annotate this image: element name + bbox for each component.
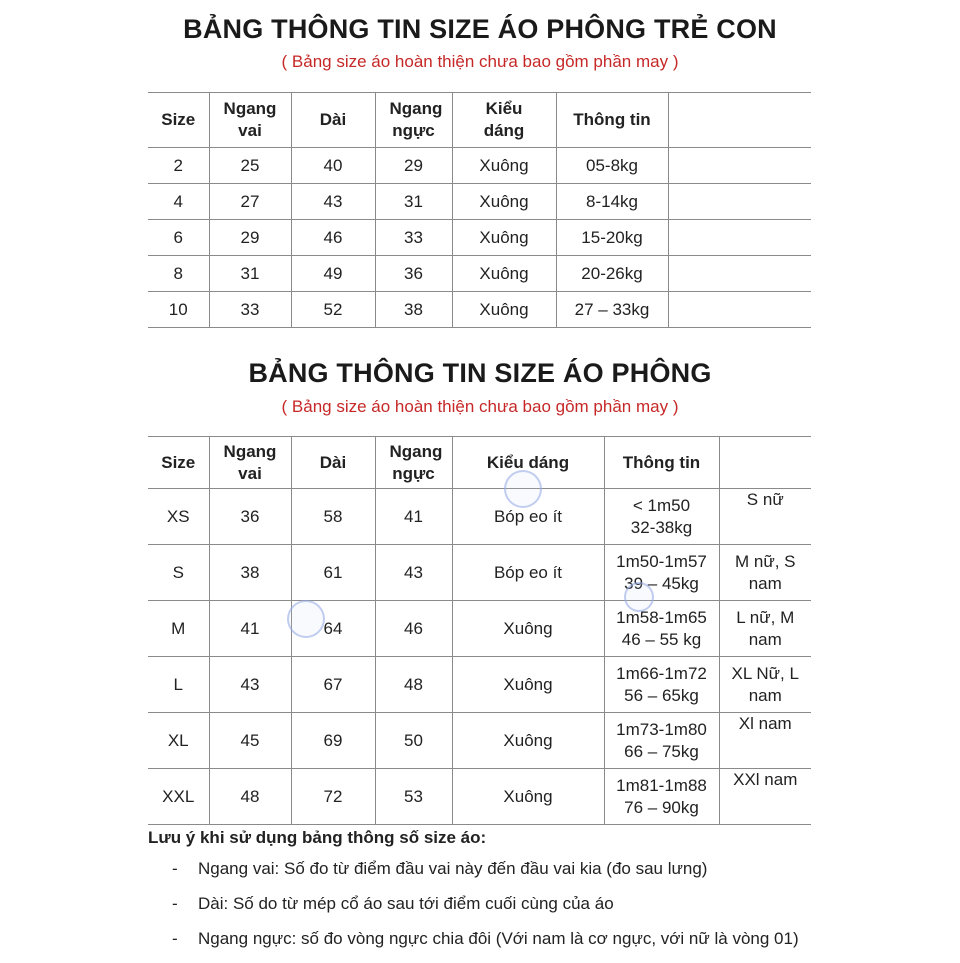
cell-style: Bóp eo ít bbox=[452, 489, 604, 545]
cell-style: Xuông bbox=[452, 148, 556, 184]
notes-title: Lưu ý khi sử dụng bảng thông số size áo: bbox=[148, 828, 487, 847]
cell-length: 72 bbox=[291, 769, 375, 825]
cell-size: 6 bbox=[148, 220, 209, 256]
cell-chest: 43 bbox=[375, 545, 452, 601]
cell-extra bbox=[668, 184, 811, 220]
cell-shoulder: 27 bbox=[209, 184, 291, 220]
cell-size: M bbox=[148, 601, 209, 657]
cell-length: 69 bbox=[291, 713, 375, 769]
cell-chest: 46 bbox=[375, 601, 452, 657]
cell-size: XL bbox=[148, 713, 209, 769]
cell-shoulder: 36 bbox=[209, 489, 291, 545]
cell-chest: 53 bbox=[375, 769, 452, 825]
cell-extra bbox=[668, 256, 811, 292]
cell-style: Xuông bbox=[452, 657, 604, 713]
cell-chest: 29 bbox=[375, 148, 452, 184]
cell-chest: 38 bbox=[375, 292, 452, 328]
header-info: Thông tin bbox=[556, 93, 668, 148]
table-row bbox=[148, 657, 811, 713]
note-item bbox=[148, 893, 928, 928]
table-row bbox=[148, 148, 811, 184]
note-text: Ngang ngực: số đo vòng ngực chia đôi (Với nam là cơ ngực, với nữ là vòng 01) bbox=[198, 929, 799, 948]
cell-info: 15-20kg bbox=[556, 220, 668, 256]
cell-chest: 31 bbox=[375, 184, 452, 220]
cell-shoulder: 43 bbox=[209, 657, 291, 713]
cell-shoulder: 48 bbox=[209, 769, 291, 825]
cell-size: 2 bbox=[148, 148, 209, 184]
cell-equivalent: S nữ bbox=[719, 489, 811, 545]
cell-style: Xuông bbox=[452, 601, 604, 657]
table-row bbox=[148, 601, 811, 657]
note-item bbox=[148, 858, 928, 893]
table-row bbox=[148, 184, 811, 220]
header-shoulder-width: Ngang vai bbox=[209, 437, 291, 489]
cell-style: Xuông bbox=[452, 184, 556, 220]
kids-table-subtitle: ( Bảng size áo hoàn thiện chưa bao gồm phần may ) bbox=[281, 52, 679, 71]
header-chest-width: Ngang ngực bbox=[375, 437, 452, 489]
cell-length: 61 bbox=[291, 545, 375, 601]
cell-style: Xuông bbox=[452, 256, 556, 292]
table-row bbox=[148, 713, 811, 769]
table-row bbox=[148, 256, 811, 292]
table-row bbox=[148, 220, 811, 256]
cell-length: 40 bbox=[291, 148, 375, 184]
touch-indicator bbox=[287, 600, 325, 638]
cell-chest: 33 bbox=[375, 220, 452, 256]
bullet-dash: - bbox=[172, 894, 178, 913]
cell-size: S bbox=[148, 545, 209, 601]
bullet-dash: - bbox=[172, 859, 178, 878]
kids-table-title: BẢNG THÔNG TIN SIZE ÁO PHÔNG TRẺ CON bbox=[183, 14, 777, 44]
note-item bbox=[148, 928, 928, 963]
cell-shoulder: 25 bbox=[209, 148, 291, 184]
header-shoulder-width: Ngang vai bbox=[209, 93, 291, 148]
cell-shoulder: 41 bbox=[209, 601, 291, 657]
header-chest-width: Ngang ngực bbox=[375, 93, 452, 148]
table-row bbox=[148, 769, 811, 825]
cell-info: 1m81-1m88 76 – 90kg bbox=[604, 769, 719, 825]
header-style: Kiểu dáng bbox=[452, 93, 556, 148]
cell-length: 58 bbox=[291, 489, 375, 545]
header-length: Dài bbox=[291, 437, 375, 489]
table-row bbox=[148, 292, 811, 328]
header-size: Size bbox=[148, 437, 209, 489]
table-row bbox=[148, 545, 811, 601]
cell-shoulder: 29 bbox=[209, 220, 291, 256]
adult-table-header-row bbox=[148, 437, 811, 489]
cell-length: 49 bbox=[291, 256, 375, 292]
cell-info: 27 – 33kg bbox=[556, 292, 668, 328]
cell-size: XS bbox=[148, 489, 209, 545]
kids-size-table bbox=[148, 92, 811, 328]
adult-table-title: BẢNG THÔNG TIN SIZE ÁO PHÔNG bbox=[248, 358, 712, 388]
cell-shoulder: 33 bbox=[209, 292, 291, 328]
cell-info: < 1m50 32-38kg bbox=[604, 489, 719, 545]
cell-equivalent: XXl nam bbox=[719, 769, 811, 825]
cell-extra bbox=[668, 292, 811, 328]
cell-length: 52 bbox=[291, 292, 375, 328]
cell-size: L bbox=[148, 657, 209, 713]
cell-info: 1m66-1m72 56 – 65kg bbox=[604, 657, 719, 713]
cell-extra bbox=[668, 220, 811, 256]
adult-table-subtitle: ( Bảng size áo hoàn thiện chưa bao gồm phần may ) bbox=[281, 397, 679, 416]
header-length: Dài bbox=[291, 93, 375, 148]
header-extra bbox=[668, 93, 811, 148]
bullet-dash: - bbox=[172, 929, 178, 948]
cell-info: 8-14kg bbox=[556, 184, 668, 220]
cell-style: Xuông bbox=[452, 713, 604, 769]
header-equivalent bbox=[719, 437, 811, 489]
cell-info: 1m73-1m80 66 – 75kg bbox=[604, 713, 719, 769]
cell-style: Xuông bbox=[452, 769, 604, 825]
cell-equivalent: M nữ, S nam bbox=[719, 545, 811, 601]
header-size: Size bbox=[148, 93, 209, 148]
cell-extra bbox=[668, 148, 811, 184]
cell-equivalent: XL Nữ, L nam bbox=[719, 657, 811, 713]
table-row bbox=[148, 489, 811, 545]
cell-chest: 41 bbox=[375, 489, 452, 545]
cell-size: XXL bbox=[148, 769, 209, 825]
note-text: Dài: Số do từ mép cổ áo sau tới điểm cuối cùng của áo bbox=[198, 894, 614, 913]
cell-info: 05-8kg bbox=[556, 148, 668, 184]
cell-size: 4 bbox=[148, 184, 209, 220]
kids-table-header-row bbox=[148, 93, 811, 148]
cell-length: 46 bbox=[291, 220, 375, 256]
cell-info: 1m50-1m57 39 – 45kg bbox=[604, 545, 719, 601]
header-info: Thông tin bbox=[604, 437, 719, 489]
cell-size: 10 bbox=[148, 292, 209, 328]
cell-shoulder: 38 bbox=[209, 545, 291, 601]
touch-indicator bbox=[504, 470, 542, 508]
cell-info: 1m58-1m65 46 – 55 kg bbox=[604, 601, 719, 657]
usage-notes bbox=[148, 828, 928, 963]
adult-size-table bbox=[148, 436, 811, 825]
cell-length: 43 bbox=[291, 184, 375, 220]
cell-style: Xuông bbox=[452, 292, 556, 328]
note-text: Ngang vai: Số đo từ điểm đầu vai này đến đầu vai kia (đo sau lưng) bbox=[198, 859, 708, 878]
cell-style: Bóp eo ít bbox=[452, 545, 604, 601]
touch-indicator bbox=[624, 582, 654, 612]
cell-chest: 36 bbox=[375, 256, 452, 292]
cell-length: 64 bbox=[291, 601, 375, 657]
cell-shoulder: 31 bbox=[209, 256, 291, 292]
cell-chest: 50 bbox=[375, 713, 452, 769]
cell-info: 20-26kg bbox=[556, 256, 668, 292]
cell-style: Xuông bbox=[452, 220, 556, 256]
cell-shoulder: 45 bbox=[209, 713, 291, 769]
header-style: Kiểu dáng bbox=[452, 437, 604, 489]
cell-length: 67 bbox=[291, 657, 375, 713]
cell-equivalent: L nữ, M nam bbox=[719, 601, 811, 657]
cell-chest: 48 bbox=[375, 657, 452, 713]
cell-equivalent: Xl nam bbox=[719, 713, 811, 769]
cell-size: 8 bbox=[148, 256, 209, 292]
